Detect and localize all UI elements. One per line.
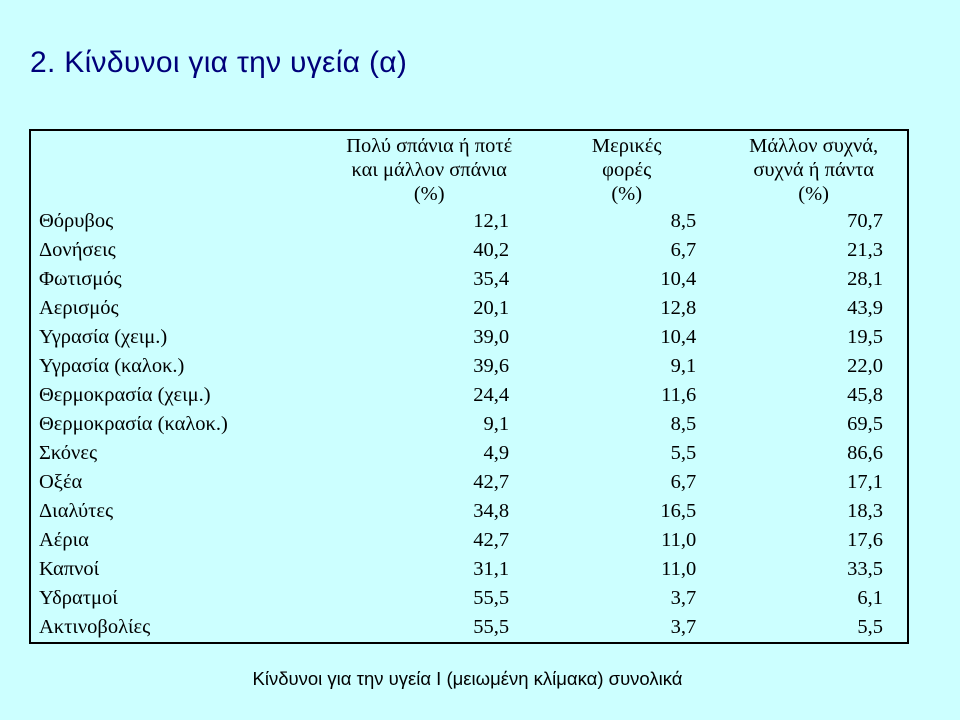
value-cell: 12,1 bbox=[473, 210, 510, 232]
value-cell: 17,6 bbox=[847, 529, 883, 551]
table-row bbox=[30, 497, 908, 526]
row-label: Υγρασία (χειμ.) bbox=[39, 326, 168, 348]
value-cell: 55,5 bbox=[473, 587, 510, 609]
header-line: Μάλλον συχνά, bbox=[749, 135, 879, 157]
value-cell: 28,1 bbox=[847, 268, 883, 290]
table-row bbox=[30, 526, 908, 555]
value-cell: 4,9 bbox=[483, 442, 510, 464]
row-label: Φωτισμός bbox=[39, 268, 122, 290]
value-cell: 8,5 bbox=[670, 210, 697, 232]
value-cell: 6,7 bbox=[670, 239, 697, 261]
caption: Κίνδυνοι για την υγεία I (μειωμένη κλίμακα) συνολικά bbox=[252, 668, 683, 689]
table-row bbox=[30, 294, 908, 323]
value-cell: 18,3 bbox=[847, 500, 883, 522]
value-cell: 3,7 bbox=[670, 587, 697, 609]
table-row bbox=[30, 468, 908, 497]
value-cell: 43,9 bbox=[847, 297, 883, 319]
value-cell: 69,5 bbox=[847, 413, 883, 435]
value-cell: 20,1 bbox=[473, 297, 510, 319]
header-line: συχνά ή πάντα bbox=[753, 159, 874, 181]
row-label: Καπνοί bbox=[39, 558, 100, 580]
value-cell: 3,7 bbox=[670, 616, 697, 638]
table-row bbox=[30, 265, 908, 294]
header-cell-rarely bbox=[325, 130, 533, 207]
value-cell: 70,7 bbox=[847, 210, 883, 232]
header-cell-often bbox=[720, 130, 908, 207]
header-line: Πολύ σπάνια ή ποτέ bbox=[346, 135, 513, 157]
header-line: φορές bbox=[602, 159, 652, 181]
value-cell: 17,1 bbox=[847, 471, 883, 493]
row-label: Θερμοκρασία (καλοκ.) bbox=[39, 413, 228, 435]
value-cell: 12,8 bbox=[660, 297, 697, 319]
row-label: Σκόνες bbox=[39, 442, 98, 464]
row-label: Υδρατμοί bbox=[39, 587, 118, 609]
value-cell: 11,0 bbox=[661, 558, 697, 580]
value-cell: 35,4 bbox=[473, 268, 510, 290]
row-label: Θόρυβος bbox=[39, 210, 114, 232]
header-line: (%) bbox=[413, 183, 445, 205]
value-cell: 6,1 bbox=[857, 587, 883, 609]
table-row bbox=[30, 207, 908, 236]
row-label: Αερισμός bbox=[39, 297, 119, 319]
value-cell: 11,6 bbox=[661, 384, 697, 406]
table-row bbox=[30, 323, 908, 352]
header-line: (%) bbox=[798, 183, 830, 205]
row-label: Αέρια bbox=[39, 529, 89, 551]
value-cell: 21,3 bbox=[847, 239, 883, 261]
row-label: Διαλύτες bbox=[39, 500, 114, 522]
table-header bbox=[30, 130, 908, 207]
value-cell: 34,8 bbox=[473, 500, 510, 522]
table-row bbox=[30, 439, 908, 468]
value-cell: 45,8 bbox=[847, 384, 883, 406]
header-cell-sometimes bbox=[533, 130, 720, 207]
table-row bbox=[30, 381, 908, 410]
row-label: Υγρασία (καλοκ.) bbox=[39, 355, 185, 377]
value-cell: 33,5 bbox=[847, 558, 883, 580]
value-cell: 10,4 bbox=[660, 268, 697, 290]
value-cell: 31,1 bbox=[473, 558, 510, 580]
table-row bbox=[30, 584, 908, 613]
value-cell: 22,0 bbox=[847, 355, 883, 377]
table-row bbox=[30, 236, 908, 265]
data-table bbox=[29, 129, 909, 644]
value-cell: 5,5 bbox=[670, 442, 697, 464]
value-cell: 10,4 bbox=[660, 326, 697, 348]
value-cell: 16,5 bbox=[660, 500, 697, 522]
value-cell: 42,7 bbox=[473, 529, 510, 551]
table-body bbox=[30, 207, 908, 643]
row-label: Ακτινοβολίες bbox=[39, 616, 151, 638]
header-row bbox=[30, 130, 908, 207]
table-row bbox=[30, 613, 908, 643]
value-cell: 5,5 bbox=[857, 616, 883, 638]
header-line: (%) bbox=[611, 183, 643, 205]
value-cell: 39,6 bbox=[473, 355, 510, 377]
header-cell-empty bbox=[30, 130, 325, 207]
row-label: Δονήσεις bbox=[39, 239, 116, 261]
table-row bbox=[30, 555, 908, 584]
value-cell: 11,0 bbox=[661, 529, 697, 551]
table-row bbox=[30, 352, 908, 381]
table-row bbox=[30, 410, 908, 439]
value-cell: 8,5 bbox=[670, 413, 697, 435]
row-label: Οξέα bbox=[39, 471, 83, 493]
value-cell: 9,1 bbox=[483, 413, 510, 435]
value-cell: 55,5 bbox=[473, 616, 510, 638]
value-cell: 86,6 bbox=[847, 442, 883, 464]
value-cell: 9,1 bbox=[670, 355, 697, 377]
slide-title: 2. Κίνδυνοι για την υγεία (α) bbox=[30, 46, 408, 79]
value-cell: 40,2 bbox=[473, 239, 510, 261]
value-cell: 42,7 bbox=[473, 471, 510, 493]
row-label: Θερμοκρασία (χειμ.) bbox=[39, 384, 211, 406]
header-line: Μερικές bbox=[591, 135, 662, 157]
header-line: και μάλλον σπάνια bbox=[351, 159, 507, 181]
value-cell: 24,4 bbox=[473, 384, 510, 406]
value-cell: 39,0 bbox=[473, 326, 510, 348]
value-cell: 19,5 bbox=[847, 326, 883, 348]
value-cell: 6,7 bbox=[670, 471, 697, 493]
